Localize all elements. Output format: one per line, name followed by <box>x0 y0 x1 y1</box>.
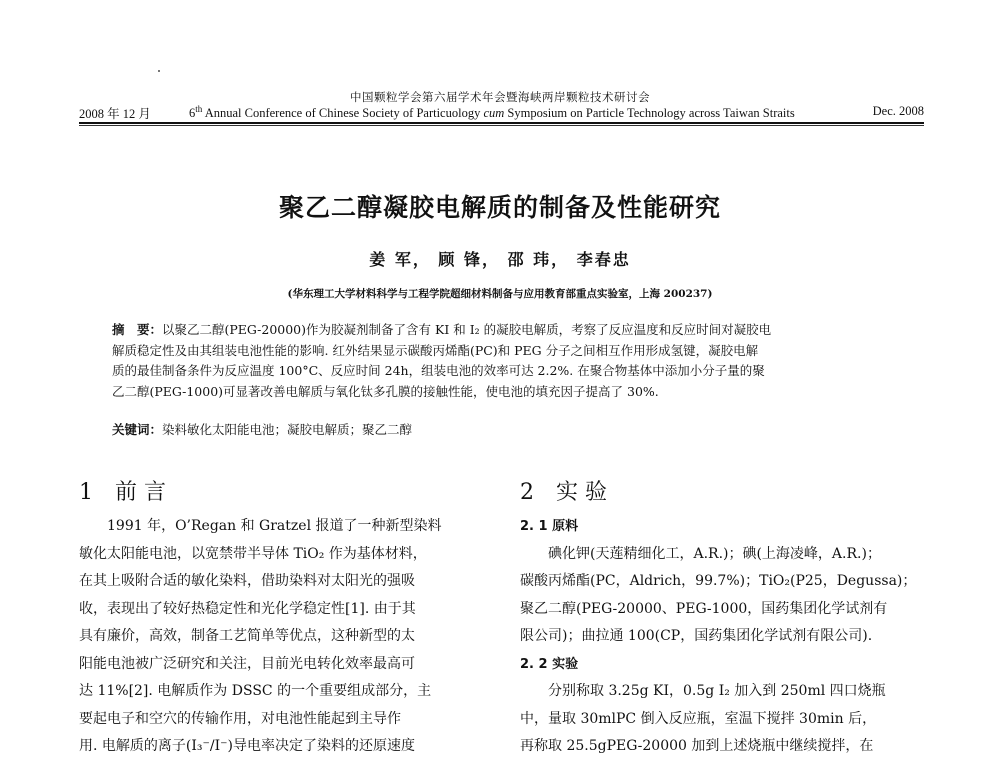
paper-authors: 姜 军， 顾 锋， 邵 玮， 李春忠 <box>369 250 631 269</box>
body-line: 收，表现出了较好热稳定性和光化学稳定性[1]. 由于其 <box>79 600 416 617</box>
conf-main: Annual Conference of Chinese Society of Particuology <box>202 106 484 121</box>
body-line: 再称取 25.5gPEG-20000 加到上述烧瓶中继续搅拌，在 <box>520 738 874 754</box>
body-line: 敏化太阳能电池，以宽禁带半导体 TiO₂ 作为基体材料， <box>79 545 427 562</box>
section-heading-experiment <box>520 475 607 506</box>
header-date-cn: 2008 年 12 月 <box>79 107 151 121</box>
body-line: 中，量取 30mlPC 倒入反应瓶，室温下搅拌 30min 后， <box>520 710 877 727</box>
column-right <box>520 513 940 761</box>
header-rule-thick <box>79 122 924 124</box>
section-number: 1 <box>79 480 93 505</box>
subsection-heading-materials: 2. 1 原料 <box>520 519 579 534</box>
body-line: 聚乙二醇(PEG-20000、PEG-1000，国药集团化学试剂有 <box>520 600 888 617</box>
body-line: 达 11%[2]. 电解质作为 DSSC 的一个重要组成部分，主 <box>79 683 432 699</box>
conf-suffix: Symposium on Particle Technology across Taiwan Straits <box>504 106 795 121</box>
body-line: 阳能电池被广泛研究和关注，目前光电转化效率最高可 <box>79 655 415 672</box>
running-header-chinese: 中国颗粒学会第六届学术年会暨海峡两岸颗粒技术研讨会 <box>350 90 650 104</box>
abstract-line: 乙二醇(PEG-1000)可显著改善电解质与氧化钛多孔膜的接触性能，使电池的填充因子提高了 30%. <box>112 383 659 399</box>
keywords <box>112 420 412 438</box>
body-line: 要起电子和空穴的传输作用，对电池性能起到主导作 <box>79 710 401 727</box>
conf-cum: cum <box>483 106 505 121</box>
section-title: 实 验 <box>556 480 607 505</box>
body-line: 用. 电解质的离子(I₃⁻/I⁻)导电率决定了染料的还原速度 <box>79 738 415 754</box>
header-conference-en <box>189 104 795 121</box>
abstract-line: 质的最佳制备条件为反应温度 100°C、反应时间 24h，组装电池的效率可达 2.2%. 在聚合物基体中添加小分子量的聚 <box>112 363 765 378</box>
section-heading-intro <box>79 475 166 506</box>
abstract-line: 解质稳定性及由其组装电池性能的影响. 红外结果显示碳酸丙烯酯(PC)和 PEG 分子之间相互作用形成氢键，凝胶电解 <box>112 342 759 358</box>
keywords-label: 关键词： <box>112 422 163 437</box>
column-left <box>79 513 499 761</box>
scan-speck <box>158 70 160 72</box>
abstract <box>112 320 902 402</box>
body-line: 具有廉价，高效，制备工艺简单等优点，这种新型的太 <box>79 628 415 644</box>
section-number: 2 <box>520 480 534 505</box>
body-line: 1991 年，O’Regan 和 Gratzel 报道了一种新型染料 <box>107 518 442 534</box>
body-line: 分别称取 3.25g KI，0.5g I₂ 加入到 250ml 四口烧瓶 <box>548 683 886 699</box>
header-rule-thin <box>79 125 924 126</box>
body-line: 碘化钾(天莲精细化工，A.R.)；碘(上海凌峰，A.R.)； <box>548 545 881 562</box>
keywords-text: 染料敏化太阳能电池；凝胶电解质；聚乙二醇 <box>162 422 413 437</box>
paper-title: 聚乙二醇凝胶电解质的制备及性能研究 <box>278 193 721 222</box>
body-line: 限公司)；曲拉通 100(CP，国药集团化学试剂有限公司). <box>520 628 873 644</box>
body-line: 碳酸丙烯酯(PC，Aldrich，99.7%)；TiO₂(P25，Degussa)； <box>520 573 917 589</box>
body-line: 在其上吸附合适的敏化染料，借助染料对太阳光的强吸 <box>79 573 415 589</box>
conf-ordinal: 6 <box>189 106 196 121</box>
abstract-label: 摘 要： <box>112 322 163 337</box>
conf-ordinal-sup: th <box>195 104 203 114</box>
header-date-en: Dec. 2008 <box>872 104 924 118</box>
abstract-line <box>112 320 902 341</box>
abstract-text: 以聚乙二醇(PEG-20000)作为胶凝剂制备了含有 KI 和 I₂ 的凝胶电解质，考察了反应温度和反应时间对凝胶电 <box>162 322 772 337</box>
paper-affiliation: (华东理工大学材料科学与工程学院超细材料制备与应用教育部重点实验室，上海 200237) <box>287 288 713 300</box>
section-title: 前 言 <box>115 480 166 505</box>
subsection-heading-experiment: 2. 2 实验 <box>520 656 579 672</box>
